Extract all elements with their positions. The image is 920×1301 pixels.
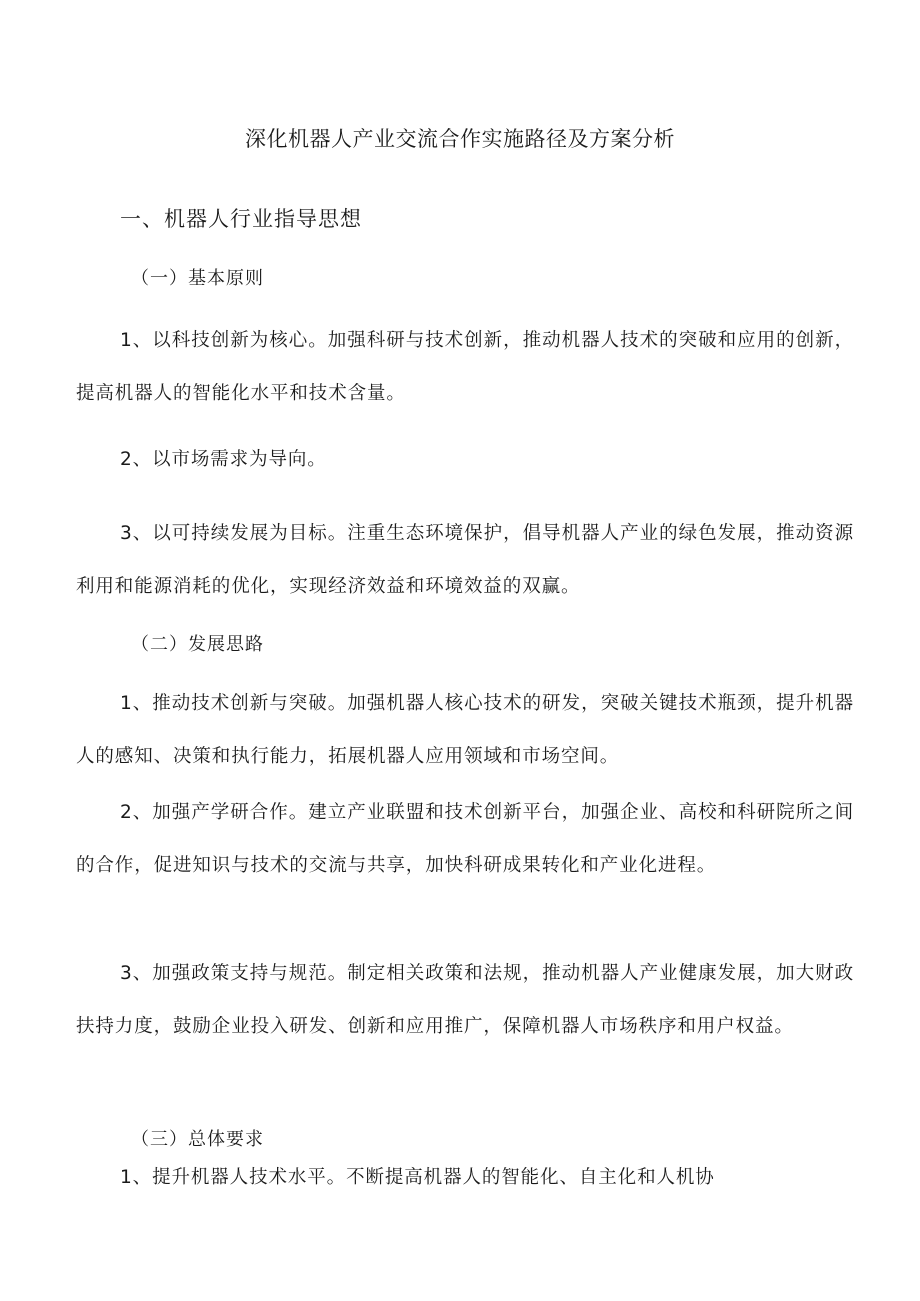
paragraph-improve-tech-level: 1、提升机器人技术水平。不断提高机器人的智能化、自主化和人机协 xyxy=(120,1167,715,1188)
paragraph-market-demand: 2、以市场需求为导向。 xyxy=(120,449,327,470)
subsection-heading-overall-requirements: （三）总体要求 xyxy=(131,1129,264,1150)
paragraph-tech-breakthrough: 1、推动技术创新与突破。加强机器人核心技术的研发，突破关键技术瓶颈，提升机器人的感知、决策和执行能力，拓展机器人应用领域和市场空间。 xyxy=(76,693,854,767)
subsection-heading-development-ideas: （二）发展思路 xyxy=(131,634,264,655)
paragraph-sustainable-development: 3、以可持续发展为目标。注重生态环境保护，倡导机器人产业的绿色发展，推动资源利用和能源消耗的优化，实现经济效益和环境效益的双赢。 xyxy=(76,523,854,597)
section-heading-guiding-ideology: 一、机器人行业指导思想 xyxy=(120,207,362,231)
paragraph-tech-innovation: 1、以科技创新为核心。加强科研与技术创新，推动机器人技术的突破和应用的创新，提高机器人的智能化水平和技术含量。 xyxy=(76,330,854,404)
paragraph-industry-academia-cooperation: 2、加强产学研合作。建立产业联盟和技术创新平台，加强企业、高校和科研院所之间的合作，促进知识与技术的交流与共享，加快科研成果转化和产业化进程。 xyxy=(76,802,854,876)
subsection-heading-basic-principles: （一）基本原则 xyxy=(131,268,264,289)
paragraph-policy-support: 3、加强政策支持与规范。制定相关政策和法规，推动机器人产业健康发展，加大财政扶持力度，鼓励企业投入研发、创新和应用推广，保障机器人市场秩序和用户权益。 xyxy=(76,963,854,1037)
document-title: 深化机器人产业交流合作实施路径及方案分析 xyxy=(245,127,675,151)
